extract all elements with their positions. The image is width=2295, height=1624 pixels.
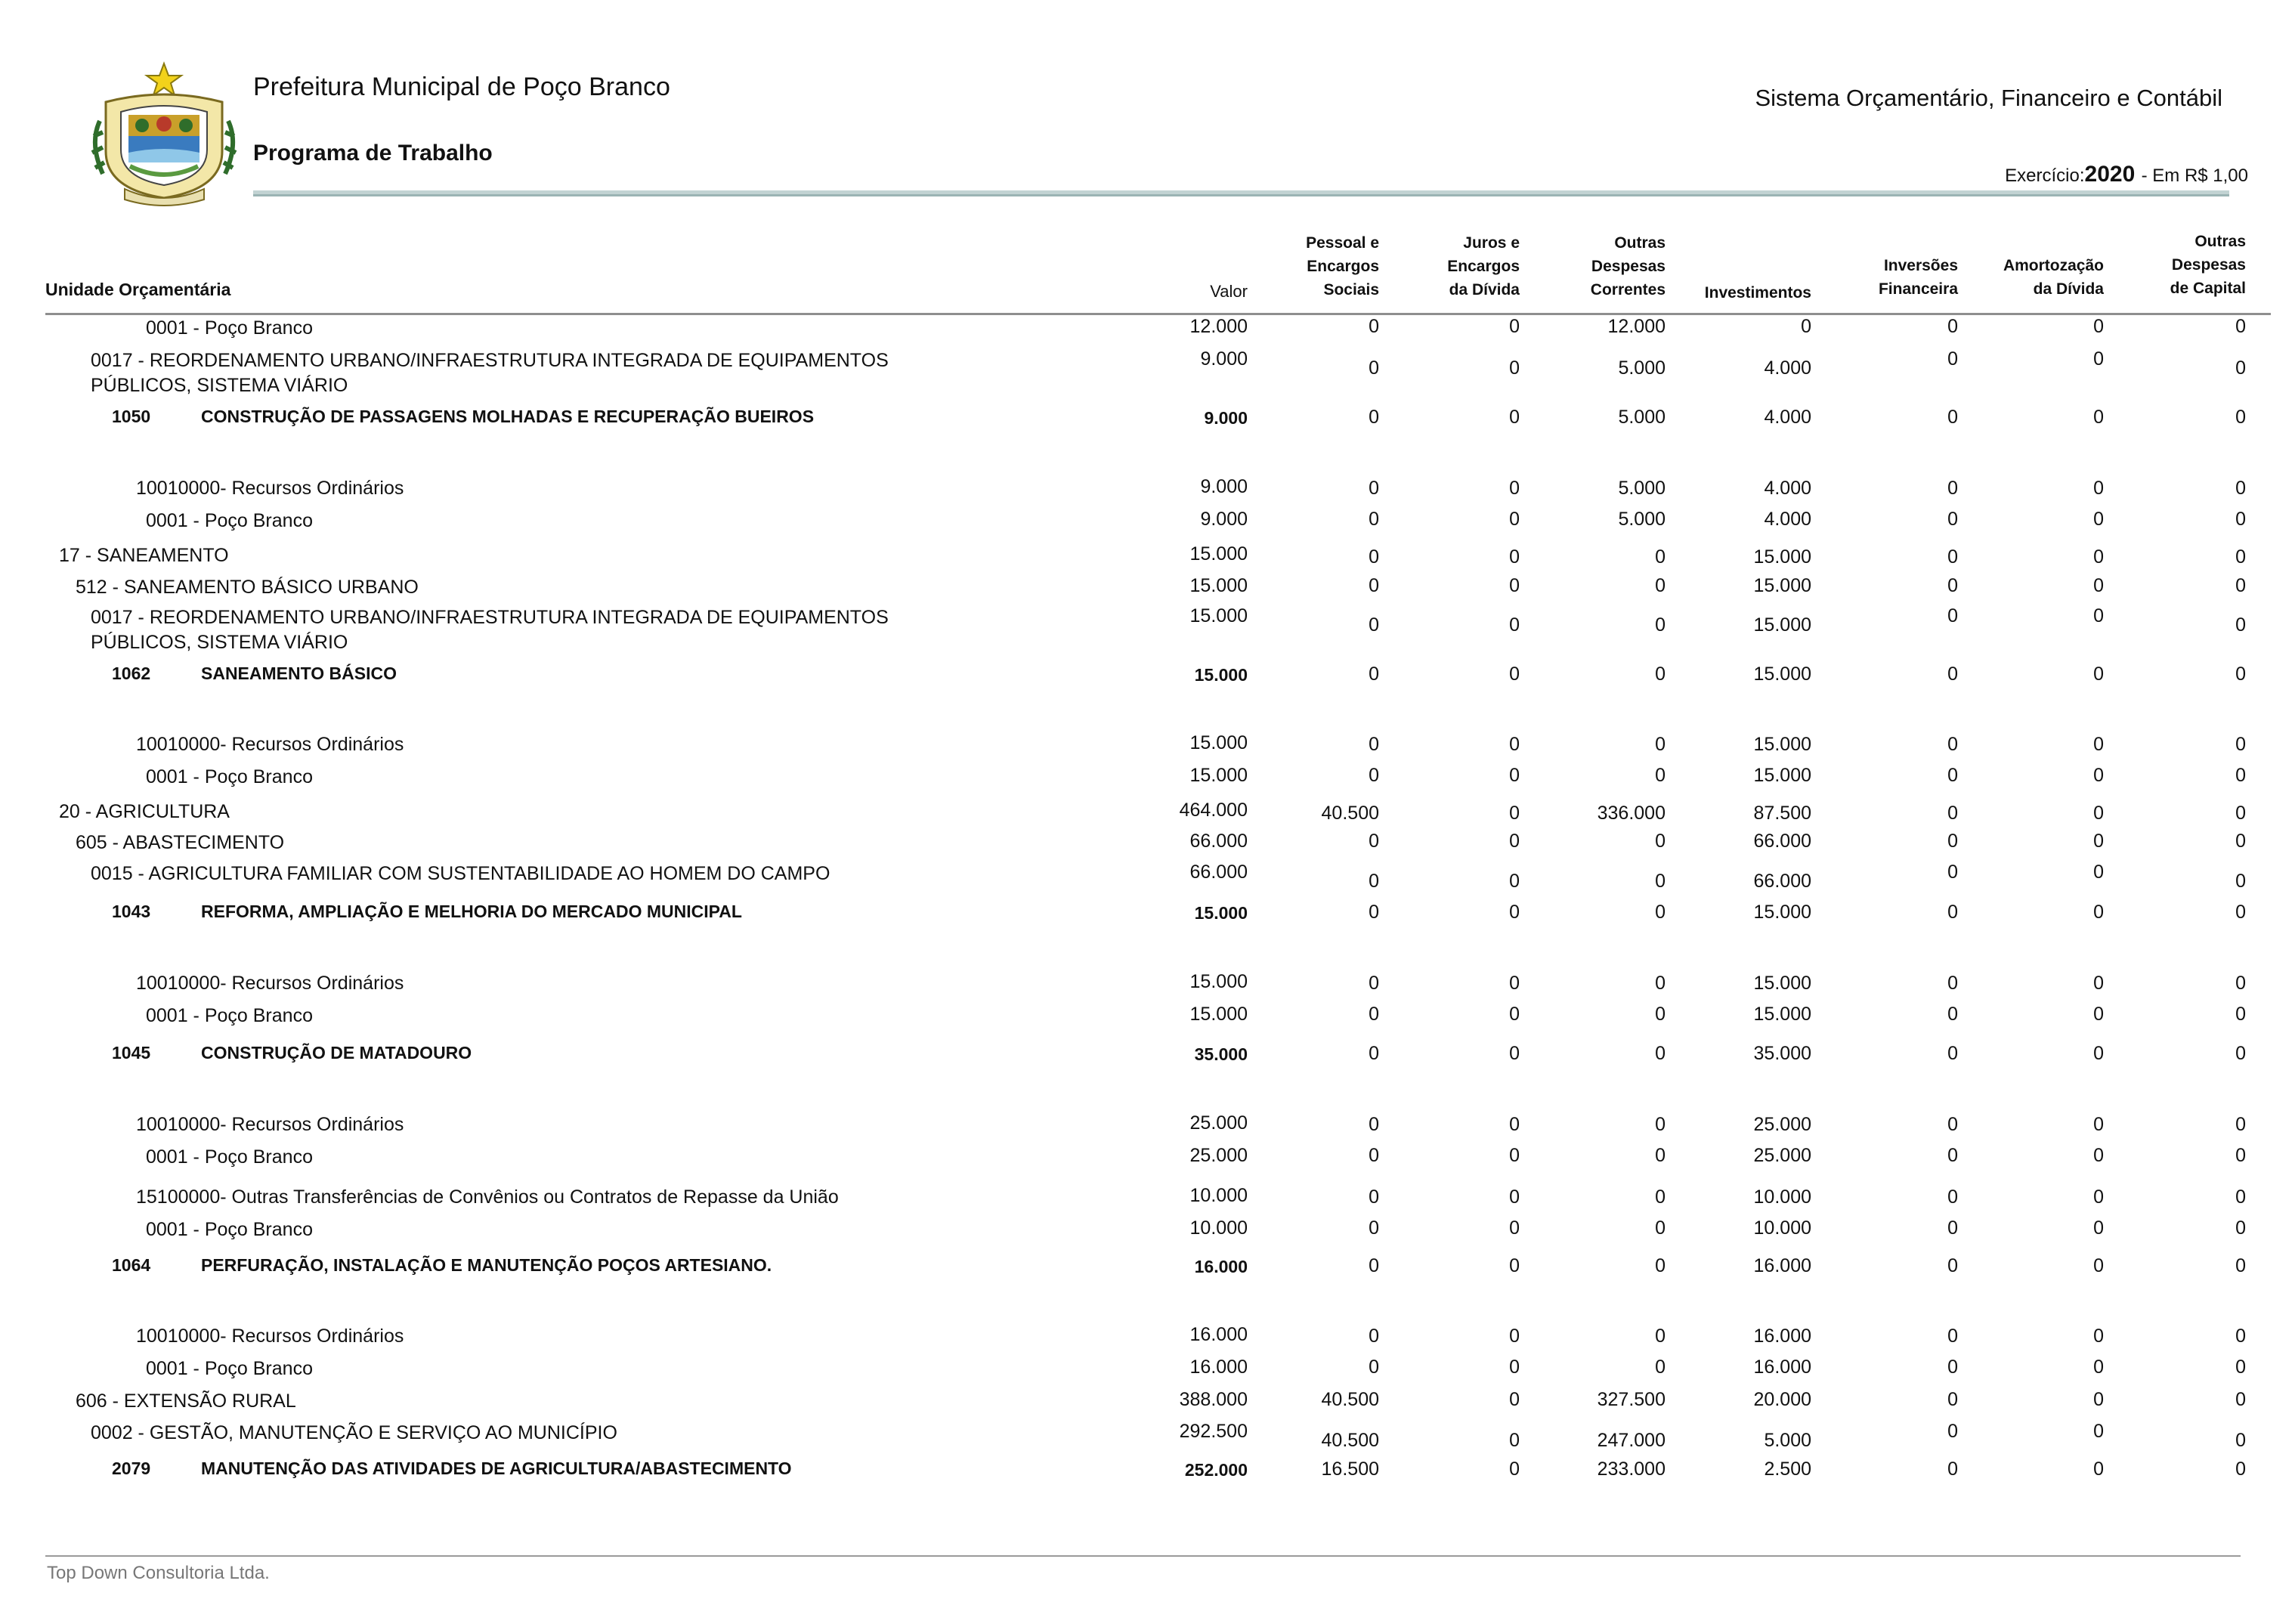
cell-investimentos: 15.000	[1753, 973, 1811, 994]
cell-valor: 66.000	[1189, 831, 1248, 852]
cell-inversoes: 0	[1947, 861, 1958, 883]
cell-inversoes: 0	[1947, 803, 1958, 824]
cell-outras-capital: 0	[2235, 803, 2246, 824]
action-title: REFORMA, AMPLIAÇÃO E MELHORIA DO MERCADO MUNICIPAL	[201, 902, 742, 921]
row-label-continued: PÚBLICOS, SISTEMA VIÁRIO	[91, 632, 348, 653]
row-label: 20 - AGRICULTURA	[59, 801, 230, 822]
row-label: 10010000- Recursos Ordinários	[136, 1114, 404, 1135]
cell-juros: 0	[1509, 1459, 1520, 1480]
row-label: 0001 - Poço Branco	[146, 1146, 313, 1168]
cell-investimentos: 15.000	[1753, 664, 1811, 685]
cell-outras-capital: 0	[2235, 1255, 2246, 1276]
cell-pessoal: 0	[1369, 1145, 1379, 1166]
cell-inversoes: 0	[1947, 1421, 1958, 1442]
cell-amortizacao: 0	[2093, 509, 2104, 530]
cell-outras-correntes: 0	[1655, 1004, 1666, 1025]
cell-investimentos: 10.000	[1753, 1217, 1811, 1239]
cell-outras-capital: 0	[2235, 831, 2246, 852]
column-header-inversoes: Inversões Financeira	[1878, 257, 1958, 298]
cell-pessoal: 0	[1369, 407, 1379, 428]
cell-outras-correntes: 0	[1655, 973, 1666, 994]
cell-valor: 25.000	[1189, 1145, 1248, 1166]
cell-juros: 0	[1509, 831, 1520, 852]
row-label: 0001 - Poço Branco	[146, 510, 313, 531]
row-label: 10010000- Recursos Ordinários	[136, 734, 404, 755]
cell-outras-correntes: 247.000	[1597, 1430, 1666, 1451]
row-label: 0017 - REORDENAMENTO URBANO/INFRAESTRUTURA INTEGRADA DE EQUIPAMENTOS	[91, 350, 889, 371]
action-title: PERFURAÇÃO, INSTALAÇÃO E MANUTENÇÃO POÇOS ARTESIANO.	[201, 1255, 772, 1275]
cell-pessoal: 0	[1369, 1043, 1379, 1064]
cell-pessoal: 0	[1369, 664, 1379, 685]
action-title: SANEAMENTO BÁSICO	[201, 664, 397, 683]
cell-valor: 15.000	[1194, 665, 1248, 685]
row-label-continued: PÚBLICOS, SISTEMA VIÁRIO	[91, 375, 348, 396]
cell-outras-correntes: 0	[1655, 1325, 1666, 1347]
cell-juros: 0	[1509, 902, 1520, 923]
row-label: 0001 - Poço Branco	[146, 1005, 313, 1026]
cell-juros: 0	[1509, 803, 1520, 824]
row-label: 10010000- Recursos Ordinários	[136, 973, 404, 994]
cell-outras-correntes: 5.000	[1618, 509, 1666, 530]
cell-amortizacao: 0	[2093, 605, 2104, 626]
cell-valor: 16.000	[1189, 1324, 1248, 1345]
cell-investimentos: 66.000	[1753, 831, 1811, 852]
cell-outras-capital: 0	[2235, 1145, 2246, 1166]
column-header-pessoal: Pessoal e Encargos Sociais	[1306, 234, 1379, 299]
cell-pessoal: 0	[1369, 1217, 1379, 1239]
cell-outras-correntes: 327.500	[1597, 1389, 1666, 1410]
action-title: CONSTRUÇÃO DE MATADOURO	[201, 1043, 472, 1063]
cell-outras-correntes: 0	[1655, 831, 1666, 852]
cell-valor: 464.000	[1179, 800, 1248, 821]
cell-pessoal: 0	[1369, 1186, 1379, 1208]
cell-valor: 16.000	[1189, 1356, 1248, 1378]
cell-investimentos: 0	[1801, 316, 1811, 337]
cell-outras-correntes: 12.000	[1607, 316, 1666, 337]
cell-inversoes: 0	[1947, 1114, 1958, 1135]
cell-juros: 0	[1509, 1186, 1520, 1208]
cell-investimentos: 4.000	[1764, 357, 1811, 379]
cell-valor: 15.000	[1189, 732, 1248, 753]
column-header-investimentos: Investimentos	[1704, 284, 1811, 302]
cell-juros: 0	[1509, 1217, 1520, 1239]
municipal-coat-of-arms-logo	[83, 60, 246, 208]
cell-valor: 388.000	[1179, 1389, 1248, 1410]
cell-inversoes: 0	[1947, 902, 1958, 923]
header-divider	[253, 190, 2229, 196]
cell-inversoes: 0	[1947, 664, 1958, 685]
cell-pessoal: 40.500	[1321, 1430, 1379, 1451]
cell-pessoal: 0	[1369, 902, 1379, 923]
cell-investimentos: 25.000	[1753, 1114, 1811, 1135]
cell-inversoes: 0	[1947, 605, 1958, 626]
row-label: 10010000- Recursos Ordinários	[136, 478, 404, 499]
cell-amortizacao: 0	[2093, 478, 2104, 499]
cell-outras-capital: 0	[2235, 1114, 2246, 1135]
cell-juros: 0	[1509, 1145, 1520, 1166]
cell-investimentos: 16.000	[1753, 1255, 1811, 1276]
cell-inversoes: 0	[1947, 973, 1958, 994]
cell-valor: 9.000	[1200, 476, 1248, 497]
cell-valor: 66.000	[1189, 861, 1248, 883]
cell-inversoes: 0	[1947, 407, 1958, 428]
cell-inversoes: 0	[1947, 316, 1958, 337]
cell-amortizacao: 0	[2093, 1255, 2104, 1276]
cell-amortizacao: 0	[2093, 316, 2104, 337]
cell-investimentos: 15.000	[1753, 1004, 1811, 1025]
cell-inversoes: 0	[1947, 831, 1958, 852]
cell-outras-correntes: 0	[1655, 902, 1666, 923]
column-header-juros: Juros e Encargos da Dívida	[1447, 234, 1520, 299]
action-code: 2079	[112, 1459, 151, 1478]
cell-outras-capital: 0	[2235, 1325, 2246, 1347]
column-header-valor: Valor	[1210, 282, 1248, 301]
cell-juros: 0	[1509, 509, 1520, 530]
cell-inversoes: 0	[1947, 1325, 1958, 1347]
cell-outras-correntes: 5.000	[1618, 478, 1666, 499]
cell-juros: 0	[1509, 1356, 1520, 1378]
cell-outras-correntes: 0	[1655, 1114, 1666, 1135]
cell-investimentos: 4.000	[1764, 509, 1811, 530]
row-label: 0001 - Poço Branco	[146, 766, 313, 787]
cell-amortizacao: 0	[2093, 546, 2104, 568]
cell-outras-correntes: 5.000	[1618, 407, 1666, 428]
cell-valor: 15.000	[1189, 575, 1248, 596]
cell-juros: 0	[1509, 478, 1520, 499]
cell-valor: 10.000	[1189, 1217, 1248, 1239]
cell-juros: 0	[1509, 1004, 1520, 1025]
cell-outras-capital: 0	[2235, 478, 2246, 499]
cell-outras-correntes: 0	[1655, 734, 1666, 755]
cell-outras-capital: 0	[2235, 1389, 2246, 1410]
cell-pessoal: 0	[1369, 575, 1379, 596]
cell-amortizacao: 0	[2093, 765, 2104, 786]
cell-inversoes: 0	[1947, 1356, 1958, 1378]
cell-pessoal: 0	[1369, 765, 1379, 786]
cell-inversoes: 0	[1947, 1145, 1958, 1166]
cell-outras-capital: 0	[2235, 1356, 2246, 1378]
cell-valor: 15.000	[1189, 1004, 1248, 1025]
cell-outras-capital: 0	[2235, 1217, 2246, 1239]
cell-juros: 0	[1509, 1255, 1520, 1276]
cell-outras-capital: 0	[2235, 1043, 2246, 1064]
cell-outras-correntes: 0	[1655, 1356, 1666, 1378]
cell-investimentos: 15.000	[1753, 902, 1811, 923]
cell-juros: 0	[1509, 765, 1520, 786]
cell-investimentos: 5.000	[1764, 1430, 1811, 1451]
cell-outras-correntes: 0	[1655, 1186, 1666, 1208]
cell-amortizacao: 0	[2093, 348, 2104, 370]
system-name: Sistema Orçamentário, Financeiro e Contábil	[1755, 85, 2222, 111]
cell-investimentos: 4.000	[1764, 407, 1811, 428]
cell-valor: 9.000	[1200, 348, 1248, 370]
cell-inversoes: 0	[1947, 546, 1958, 568]
cell-outras-capital: 0	[2235, 546, 2246, 568]
cell-valor: 15.000	[1189, 971, 1248, 992]
cell-amortizacao: 0	[2093, 902, 2104, 923]
cell-outras-capital: 0	[2235, 614, 2246, 636]
cell-investimentos: 10.000	[1753, 1186, 1811, 1208]
cell-outras-correntes: 336.000	[1597, 803, 1666, 824]
row-label: 512 - SANEAMENTO BÁSICO URBANO	[76, 577, 419, 598]
cell-pessoal: 0	[1369, 546, 1379, 568]
cell-pessoal: 0	[1369, 316, 1379, 337]
cell-juros: 0	[1509, 664, 1520, 685]
cell-outras-capital: 0	[2235, 575, 2246, 596]
cell-inversoes: 0	[1947, 575, 1958, 596]
cell-pessoal: 0	[1369, 357, 1379, 379]
municipality-name: Prefeitura Municipal de Poço Branco	[253, 73, 670, 101]
cell-pessoal: 0	[1369, 1356, 1379, 1378]
cell-investimentos: 15.000	[1753, 614, 1811, 636]
cell-investimentos: 66.000	[1753, 871, 1811, 892]
row-label: 0015 - AGRICULTURA FAMILIAR COM SUSTENTABILIDADE AO HOMEM DO CAMPO	[91, 863, 830, 884]
table-header-divider	[45, 313, 2271, 315]
cell-amortizacao: 0	[2093, 1145, 2104, 1166]
cell-outras-correntes: 0	[1655, 1145, 1666, 1166]
cell-amortizacao: 0	[2093, 1004, 2104, 1025]
cell-amortizacao: 0	[2093, 734, 2104, 755]
row-label: 10010000- Recursos Ordinários	[136, 1325, 404, 1347]
cell-valor: 25.000	[1189, 1112, 1248, 1134]
cell-outras-capital: 0	[2235, 734, 2246, 755]
row-label: 0017 - REORDENAMENTO URBANO/INFRAESTRUTURA INTEGRADA DE EQUIPAMENTOS	[91, 607, 889, 628]
report-title: Programa de Trabalho	[253, 141, 493, 165]
cell-outras-correntes: 0	[1655, 575, 1666, 596]
cell-investimentos: 35.000	[1753, 1043, 1811, 1064]
cell-outras-correntes: 0	[1655, 1255, 1666, 1276]
cell-investimentos: 15.000	[1753, 765, 1811, 786]
cell-valor: 35.000	[1194, 1044, 1248, 1064]
cell-outras-correntes: 0	[1655, 614, 1666, 636]
cell-amortizacao: 0	[2093, 1043, 2104, 1064]
cell-investimentos: 15.000	[1753, 734, 1811, 755]
cell-outras-capital: 0	[2235, 1004, 2246, 1025]
cell-outras-correntes: 233.000	[1597, 1459, 1666, 1480]
cell-valor: 15.000	[1194, 903, 1248, 923]
cell-juros: 0	[1509, 871, 1520, 892]
cell-amortizacao: 0	[2093, 803, 2104, 824]
cell-amortizacao: 0	[2093, 1459, 2104, 1480]
cell-valor: 12.000	[1189, 316, 1248, 337]
column-header-unit: Unidade Orçamentária	[45, 280, 231, 299]
cell-amortizacao: 0	[2093, 1389, 2104, 1410]
cell-juros: 0	[1509, 575, 1520, 596]
cell-juros: 0	[1509, 407, 1520, 428]
cell-amortizacao: 0	[2093, 1114, 2104, 1135]
cell-outras-correntes: 0	[1655, 546, 1666, 568]
exercise-label: Exercício:	[2005, 165, 2085, 186]
cell-pessoal: 16.500	[1321, 1459, 1379, 1480]
exercise-year: 2020	[2084, 162, 2136, 187]
cell-pessoal: 40.500	[1321, 803, 1379, 824]
footer-company: Top Down Consultoria Ltda.	[47, 1563, 270, 1583]
cell-inversoes: 0	[1947, 1389, 1958, 1410]
cell-outras-capital: 0	[2235, 902, 2246, 923]
cell-investimentos: 16.000	[1753, 1325, 1811, 1347]
cell-pessoal: 0	[1369, 831, 1379, 852]
cell-inversoes: 0	[1947, 1255, 1958, 1276]
cell-outras-correntes: 0	[1655, 1043, 1666, 1064]
cell-outras-correntes: 5.000	[1618, 357, 1666, 379]
row-label: 0001 - Poço Branco	[146, 1358, 313, 1379]
cell-juros: 0	[1509, 357, 1520, 379]
cell-pessoal: 0	[1369, 509, 1379, 530]
action-code: 1064	[112, 1255, 151, 1275]
cell-amortizacao: 0	[2093, 973, 2104, 994]
cell-amortizacao: 0	[2093, 407, 2104, 428]
cell-juros: 0	[1509, 1043, 1520, 1064]
cell-outras-correntes: 0	[1655, 664, 1666, 685]
cell-outras-capital: 0	[2235, 357, 2246, 379]
action-code: 1062	[112, 664, 151, 683]
action-code: 1050	[112, 407, 151, 426]
action-title: MANUTENÇÃO DAS ATIVIDADES DE AGRICULTURA/ABASTECIMENTO	[201, 1459, 792, 1478]
cell-outras-capital: 0	[2235, 1186, 2246, 1208]
cell-valor: 15.000	[1189, 765, 1248, 786]
cell-pessoal: 0	[1369, 973, 1379, 994]
row-label: 17 - SANEAMENTO	[59, 545, 229, 566]
cell-investimentos: 16.000	[1753, 1356, 1811, 1378]
cell-outras-capital: 0	[2235, 407, 2246, 428]
cell-outras-correntes: 0	[1655, 871, 1666, 892]
cell-juros: 0	[1509, 316, 1520, 337]
cell-inversoes: 0	[1947, 1004, 1958, 1025]
cell-juros: 0	[1509, 1325, 1520, 1347]
cell-juros: 0	[1509, 973, 1520, 994]
cell-juros: 0	[1509, 1430, 1520, 1451]
cell-outras-capital: 0	[2235, 1430, 2246, 1451]
cell-amortizacao: 0	[2093, 831, 2104, 852]
cell-investimentos: 4.000	[1764, 478, 1811, 499]
cell-amortizacao: 0	[2093, 1325, 2104, 1347]
row-label: 0002 - GESTÃO, MANUTENÇÃO E SERVIÇO AO MUNICÍPIO	[91, 1422, 617, 1443]
footer-divider	[45, 1555, 2241, 1557]
cell-outras-capital: 0	[2235, 871, 2246, 892]
cell-amortizacao: 0	[2093, 1186, 2104, 1208]
cell-pessoal: 0	[1369, 871, 1379, 892]
cell-pessoal: 0	[1369, 478, 1379, 499]
column-header-outras-capital: Outras Despesas de Capital	[2170, 233, 2246, 297]
row-label: 606 - EXTENSÃO RURAL	[76, 1390, 296, 1412]
cell-investimentos: 2.500	[1764, 1459, 1811, 1480]
cell-inversoes: 0	[1947, 509, 1958, 530]
cell-inversoes: 0	[1947, 478, 1958, 499]
cell-pessoal: 0	[1369, 1004, 1379, 1025]
exercise-info	[2005, 162, 2248, 187]
cell-valor: 15.000	[1189, 543, 1248, 565]
cell-outras-correntes: 0	[1655, 765, 1666, 786]
cell-inversoes: 0	[1947, 734, 1958, 755]
cell-outras-capital: 0	[2235, 1459, 2246, 1480]
action-code: 1043	[112, 902, 151, 921]
cell-outras-capital: 0	[2235, 316, 2246, 337]
cell-valor: 252.000	[1184, 1460, 1248, 1480]
cell-investimentos: 25.000	[1753, 1145, 1811, 1166]
cell-amortizacao: 0	[2093, 664, 2104, 685]
cell-pessoal: 0	[1369, 734, 1379, 755]
row-label: 0001 - Poço Branco	[146, 1219, 313, 1240]
cell-juros: 0	[1509, 734, 1520, 755]
cell-inversoes: 0	[1947, 348, 1958, 370]
cell-juros: 0	[1509, 546, 1520, 568]
cell-valor: 10.000	[1189, 1185, 1248, 1206]
cell-pessoal: 40.500	[1321, 1389, 1379, 1410]
cell-valor: 15.000	[1189, 605, 1248, 626]
row-label: 15100000- Outras Transferências de Convênios ou Contratos de Repasse da União	[136, 1186, 839, 1208]
cell-inversoes: 0	[1947, 765, 1958, 786]
cell-pessoal: 0	[1369, 1325, 1379, 1347]
cell-pessoal: 0	[1369, 1255, 1379, 1276]
cell-investimentos: 87.500	[1753, 803, 1811, 824]
cell-amortizacao: 0	[2093, 861, 2104, 883]
cell-investimentos: 15.000	[1753, 575, 1811, 596]
cell-valor: 9.000	[1200, 509, 1248, 530]
cell-pessoal: 0	[1369, 614, 1379, 636]
cell-valor: 9.000	[1204, 408, 1248, 428]
cell-inversoes: 0	[1947, 1186, 1958, 1208]
cell-investimentos: 20.000	[1753, 1389, 1811, 1410]
cell-outras-correntes: 0	[1655, 1217, 1666, 1239]
cell-investimentos: 15.000	[1753, 546, 1811, 568]
column-header-outras-correntes: Outras Despesas Correntes	[1590, 234, 1666, 299]
cell-amortizacao: 0	[2093, 1421, 2104, 1442]
row-label: 605 - ABASTECIMENTO	[76, 832, 285, 853]
cell-juros: 0	[1509, 1114, 1520, 1135]
cell-outras-capital: 0	[2235, 973, 2246, 994]
action-title: CONSTRUÇÃO DE PASSAGENS MOLHADAS E RECUPERAÇÃO BUEIROS	[201, 407, 815, 426]
cell-inversoes: 0	[1947, 1217, 1958, 1239]
cell-inversoes: 0	[1947, 1043, 1958, 1064]
cell-inversoes: 0	[1947, 1459, 1958, 1480]
cell-amortizacao: 0	[2093, 1356, 2104, 1378]
cell-valor: 16.000	[1194, 1257, 1248, 1276]
cell-pessoal: 0	[1369, 1114, 1379, 1135]
cell-outras-capital: 0	[2235, 509, 2246, 530]
action-code: 1045	[112, 1043, 151, 1063]
cell-juros: 0	[1509, 614, 1520, 636]
cell-valor: 292.500	[1179, 1421, 1248, 1442]
row-label: 0001 - Poço Branco	[146, 317, 313, 339]
cell-juros: 0	[1509, 1389, 1520, 1410]
cell-outras-capital: 0	[2235, 664, 2246, 685]
exercise-currency: - Em R$ 1,00	[2141, 165, 2248, 186]
cell-amortizacao: 0	[2093, 575, 2104, 596]
cell-amortizacao: 0	[2093, 1217, 2104, 1239]
cell-outras-capital: 0	[2235, 765, 2246, 786]
column-header-amortizacao: Amortozação da Dívida	[2003, 257, 2104, 298]
